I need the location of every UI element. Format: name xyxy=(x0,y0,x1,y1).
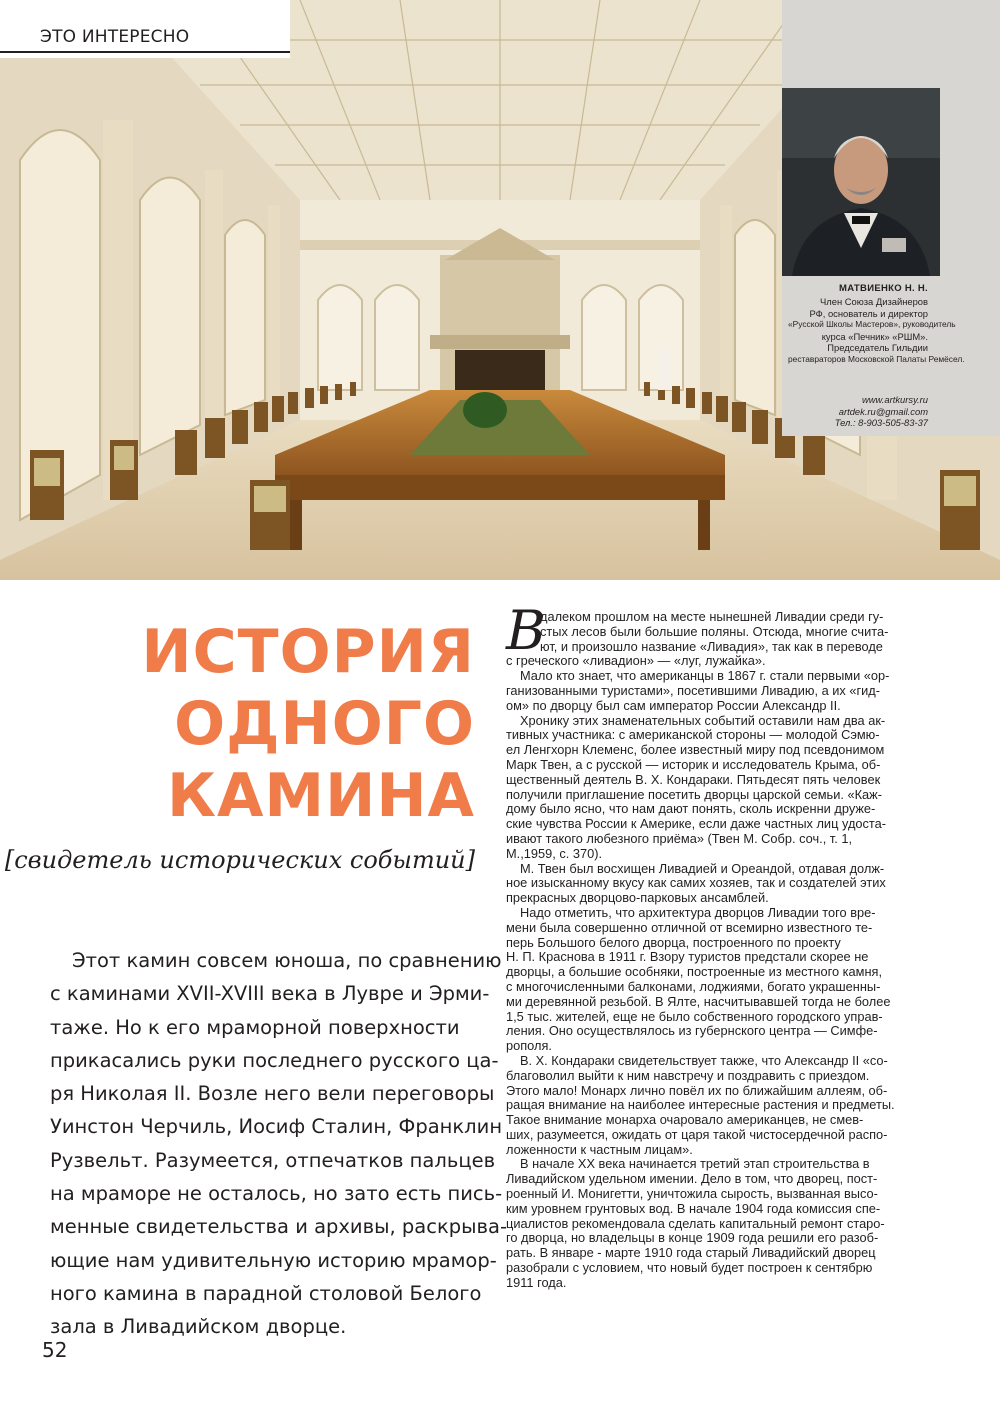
body-line: дворцы, а большие особняки, построенные из местного камня, xyxy=(506,965,883,980)
body-line: ел Ленгхорн Клеменс, более известный миру под псевдонимом xyxy=(506,743,885,758)
article-title xyxy=(141,616,475,832)
author-bio-line: «Русской Школы Мастеров», руководитель xyxy=(788,319,956,330)
lead-paragraph xyxy=(50,944,507,1344)
body-line: Надо отметить, что архитектура дворцов Ливадии того вре- xyxy=(520,905,876,920)
lead-line: ющие нам удивительную историю мрамор- xyxy=(50,1248,497,1272)
author-card xyxy=(782,0,1000,436)
body-line: Марк Твен, а с русской — историк и исследователь Крыма, об- xyxy=(506,757,881,772)
lead-line: таже. Но к его мраморной поверхности xyxy=(50,1015,460,1039)
body-line: Ливадийском удельном имении. Дело в том, что дворец, пост- xyxy=(506,1172,878,1187)
lead-line: ря Николая II. Возле него вели переговоры xyxy=(50,1082,495,1106)
lead-line: Уинстон Черчиль, Иосиф Сталин, Франклин xyxy=(50,1115,503,1139)
body-line: рать. В январе - марте 1910 года старый Ливадийский дворец xyxy=(506,1246,876,1261)
lead-line: Рузвельт. Разумеется, отпечатков пальцев xyxy=(50,1148,496,1172)
body-line: ложенности к частным лицам». xyxy=(506,1142,693,1157)
body-line: В начале XX века начинается третий этап строительства в xyxy=(520,1157,870,1172)
lead-line: зала в Ливадийском дворце. xyxy=(50,1315,347,1339)
author-name: МАТВИЕНКО Н. Н. xyxy=(839,283,928,294)
body-line: тивных участника: с американской стороны — молодой Сэмю- xyxy=(506,728,880,743)
body-line: ми деревянной резьбой. В Ялте, насчитывавшей тогда не более xyxy=(506,994,891,1009)
body-line: ские чувства России к Америке, если даже частных лиц удоста- xyxy=(506,817,887,832)
body-line: циалистов рекомендовала сделать капитальный ремонт старо- xyxy=(506,1216,885,1231)
body-line: В. Х. Кондараки свидетельствует также, что Александр II «со- xyxy=(520,1053,888,1068)
author-contacts xyxy=(835,394,928,429)
article-body xyxy=(506,610,933,1291)
body-line: Мало кто знает, что американцы в 1867 г. стали первыми «ор- xyxy=(520,669,890,684)
lead-line: с каминами XVII-XVIII века в Лувре и Эрми- xyxy=(50,982,490,1006)
body-line: щественный деятель В. Х. Кондараки. Пятьдесят пять человек xyxy=(506,772,881,787)
author-bio-line: курса «Печник» «РШМ». xyxy=(821,330,928,342)
body-line: М.,1959, с. 370). xyxy=(506,846,603,861)
page-number: 52 xyxy=(42,1338,68,1362)
body-line: ное изысканному вкусу как самих хозяев, так и создателей этих xyxy=(506,876,886,891)
author-phone: Тел.: 8-903-505-83-37 xyxy=(834,417,928,429)
body-line: благоволил выйти к ним навстречу и поздравить с приездом. xyxy=(506,1068,870,1083)
rubric-rule xyxy=(0,51,290,53)
drop-cap: В xyxy=(506,599,546,662)
body-line: ления. Оно осуществлялось из губернского центра — Симфе- xyxy=(506,1024,878,1039)
body-line: получили приглашение посетить дворцы царской семьи. «Каж- xyxy=(506,787,882,802)
body-line: Такое внимание монарха очаровало американцев, не смев- xyxy=(506,1113,864,1128)
body-line: Этого мало! Монарх лично повёл их по ближайшим аллеям, об- xyxy=(506,1083,888,1098)
body-line: перь Большого белого дворца, построенного по проекту xyxy=(506,935,841,950)
body-line: далеком прошлом на месте нынешней Ливадии среди гу- xyxy=(540,610,884,624)
body-line: рополя. xyxy=(506,1039,552,1054)
rubric-label: ЭТО ИНТЕРЕСНО xyxy=(40,27,190,47)
body-line: ганизованными туристами», посетившими Ливадию, а их «гид- xyxy=(506,683,881,698)
body-line: 1911 года. xyxy=(506,1275,567,1290)
body-line: прекрасных дворцово-парковых ансамблей. xyxy=(506,891,769,906)
body-line: разобрали с условием, что новый будет построен к сентябрю xyxy=(506,1261,873,1276)
title-line: ИСТОРИЯ xyxy=(141,617,475,687)
lead-line: Этот камин совсем юноша, по сравнению xyxy=(72,949,502,972)
body-line: дому было ясно, что нам дают понять, сколь искренни друже- xyxy=(506,802,876,817)
lead-line: на мраморе не осталось, но зато есть пись- xyxy=(50,1182,503,1206)
author-bio-line: Член Союза Дизайнеров xyxy=(820,296,928,307)
body-line: стых лесов были большие поляны. Отсюда, многие счита- xyxy=(540,624,889,639)
body-line: ращая внимание на наиболее интересные растения и предметы. xyxy=(506,1098,895,1113)
body-line: го дворца, но владельцы в конце 1909 года решили его разоб- xyxy=(506,1231,879,1246)
body-line: Хронику этих знаменательных событий оставили нам два ак- xyxy=(520,713,886,728)
title-line: КАМИНА xyxy=(166,761,475,831)
body-line: ивают такого любезного приёма» (Твен М. Собр. соч., т. 1, xyxy=(506,831,853,846)
body-line: ют, и произошло название «Ливадия», так как в переводе xyxy=(540,639,883,654)
body-line: с многочисленными балконами, лоджиями, богато украшенны- xyxy=(506,979,881,994)
body-line: мени была совершенно отличной от всемирно известного те- xyxy=(506,920,873,935)
body-line: М. Твен был восхищен Ливадией и Ореандой, отдавая долж- xyxy=(520,861,885,876)
body-line: 1,5 тыс. жителей, еще не было собственного городского управ- xyxy=(506,1009,883,1024)
section-rubric xyxy=(0,0,290,58)
portrait-illustration xyxy=(782,88,940,276)
body-line: роенный И. Монигетти, уничтожила сырость, вызванная высо- xyxy=(506,1187,878,1202)
author-portrait xyxy=(782,88,940,276)
title-line: ОДНОГО xyxy=(174,689,475,759)
body-line: ших, разумеется, ожидать от царя такой чистосердечной распо- xyxy=(506,1127,888,1142)
author-website[interactable]: www.artkursy.ru xyxy=(862,394,928,405)
body-line: ким уровнем грунтовых вод. В начале 1904 года комиссия спе- xyxy=(506,1201,881,1216)
author-bio-line: Председатель Гильдии xyxy=(827,342,928,354)
author-bio xyxy=(788,296,965,366)
article-subtitle: [свидетель исторических событий] xyxy=(4,846,475,874)
author-bio-line: реставраторов Московской Палаты Ремёсел. xyxy=(788,353,965,364)
author-email[interactable]: artdek.ru@gmail.com xyxy=(838,405,928,417)
body-line: ом» по дворцу был сам император России Александр II. xyxy=(506,698,841,713)
body-line: с греческого «ливадион» — «луг, лужайка». xyxy=(506,654,766,669)
lead-line: ного камина в парадной столовой Белого xyxy=(50,1281,482,1305)
body-line: Н. П. Краснова в 1911 г. Взору туристов предстали скорее не xyxy=(506,950,869,965)
author-bio-line: РФ, основатель и директор xyxy=(809,307,928,319)
lead-line: прикасались руки последнего русского ца- xyxy=(50,1048,499,1072)
lead-line: менные свидетельства и архивы, раскрыва- xyxy=(50,1215,507,1239)
